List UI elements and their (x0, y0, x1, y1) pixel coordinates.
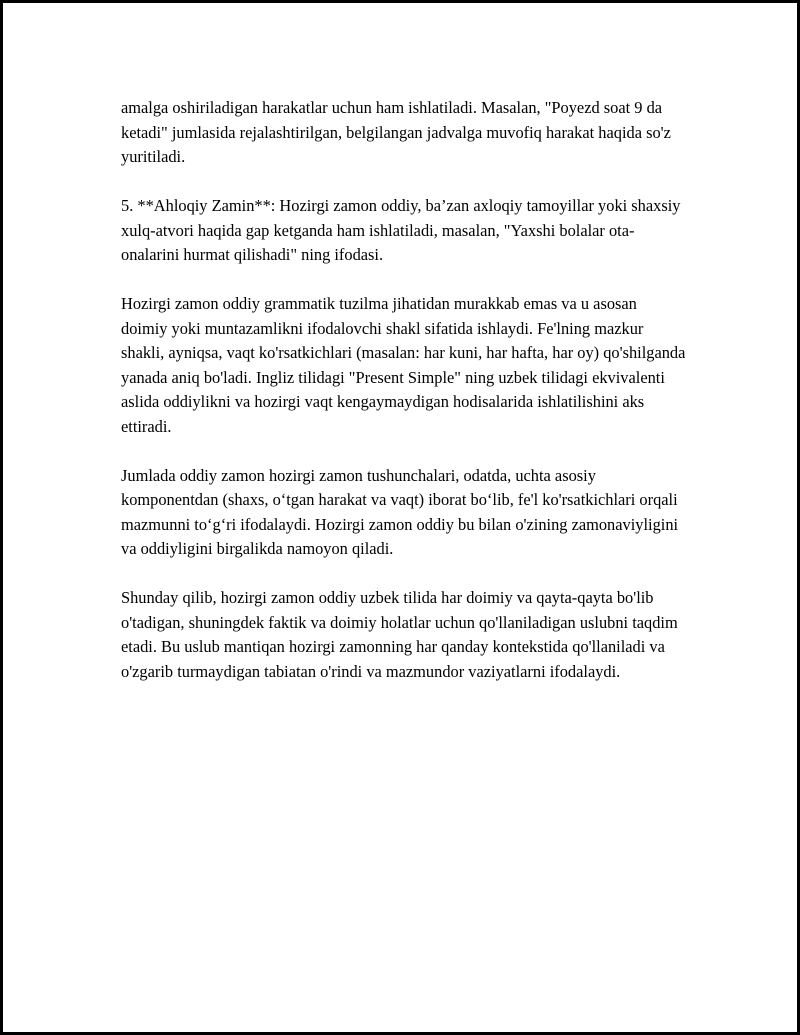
paragraph: Jumlada oddiy zamon hozirgi zamon tushunchalari, odatda, uchta asosiy komponentdan (shaxs, o‘tgan harakat va vaqt) iborat bo‘lib, fe'l ko'rsatkichlari orqali mazmunni to‘g‘ri ifodalaydi. Hozirgi zamon oddiy bu bilan o'zining zamonaviyligini va oddiyligini birgalikda namoyon qiladi. (121, 465, 679, 558)
paragraph: amalga oshiriladigan harakatlar uchun ham ishlatiladi. Masalan, "Poyezd soat 9 da ketadi" jumlasida rejalashtirilgan, belgilangan jadvalga muvofiq harakat haqida so'z yuritiladi. (121, 98, 671, 166)
paragraph: Hozirgi zamon oddiy grammatik tuzilma jihatidan murakkab emas va u asosan doimiy yoki muntazamlikni ifodalovchi shakl sifatida ishlaydi. Fe'lning mazkur shakli, ayniqsa, vaqt ko'rsatkichlari (masalan: har kuni, har hafta, har oy) qo'shilganda yanada aniq bo'ladi. Ingliz tilidagi "Present Simple" ning uzbek tilidagi ekvivalenti aslida oddiylikni va hozirgi vaqt kengaymaydigan hodisalarida ishlatilishini aks ettiradi. (121, 294, 686, 436)
document-body (121, 96, 687, 684)
paragraph: 5. **Ahloqiy Zamin**: Hozirgi zamon oddiy, ba’zan axloqiy tamoyillar yoki shaxsiy xulq-atvori haqida gap ketganda ham ishlatiladi, masalan, "Yaxshi bolalar ota-onalarini hurmat qilishadi" ning ifodasi. (121, 196, 681, 264)
paragraph: Shunday qilib, hozirgi zamon oddiy uzbek tilida har doimiy va qayta-qayta bo'lib o'tadigan, shuningdek faktik va doimiy holatlar uchun qo'llaniladigan uslubni taqdim etadi. Bu uslub mantiqan hozirgi zamonning har qanday kontekstida qo'llaniladi va o'zgarib turmaydigan tabiatan o'rindi va mazmundor vaziyatlarni ifodalaydi. (121, 588, 678, 681)
